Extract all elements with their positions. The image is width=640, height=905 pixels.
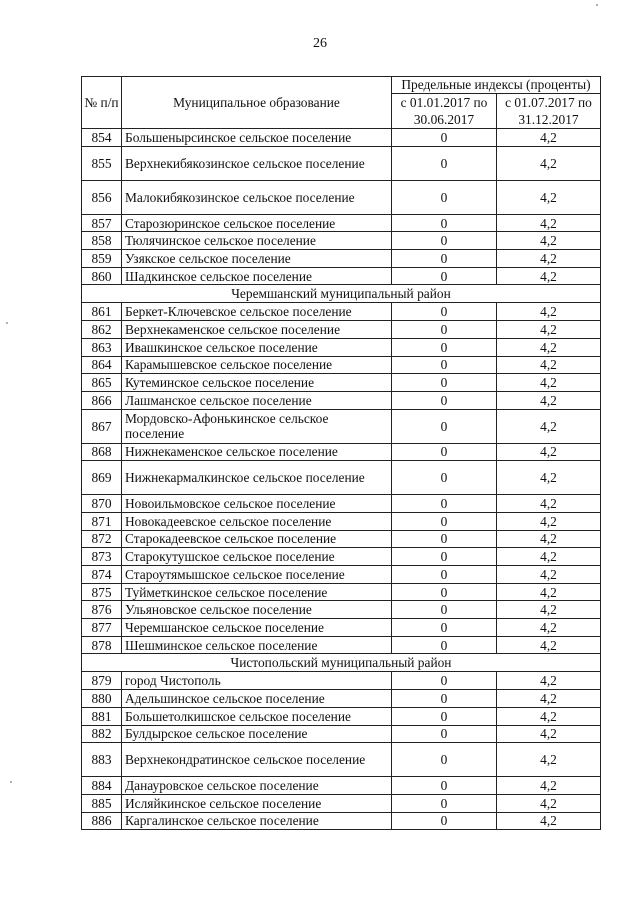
table-row (82, 725, 601, 743)
municipality-name: Нижнекаменское сельское поселение (122, 443, 392, 461)
row-number: 871 (82, 512, 122, 530)
municipality-name: Новокадеевское сельское поселение (122, 512, 392, 530)
index-period-1: 0 (392, 777, 497, 795)
index-period-1: 0 (392, 636, 497, 654)
table-row (82, 409, 601, 443)
table-row (82, 443, 601, 461)
municipality-name: Беркет-Ключевское сельское поселение (122, 303, 392, 321)
index-period-2: 4,2 (497, 530, 601, 548)
index-period-1: 0 (392, 548, 497, 566)
table-row (82, 461, 601, 495)
index-period-2: 4,2 (497, 129, 601, 147)
index-period-1: 0 (392, 566, 497, 584)
index-period-1: 0 (392, 530, 497, 548)
index-period-1: 0 (392, 619, 497, 637)
index-period-2: 4,2 (497, 374, 601, 392)
row-number: 873 (82, 548, 122, 566)
municipality-name: Черемшанское сельское поселение (122, 619, 392, 637)
row-number: 857 (82, 214, 122, 232)
header-municipality: Муниципальное образование (122, 77, 392, 129)
municipality-name: Верхнекондратинское сельское поселение (122, 743, 392, 777)
row-number: 856 (82, 180, 122, 214)
index-period-1: 0 (392, 338, 497, 356)
row-number: 863 (82, 338, 122, 356)
index-period-2: 4,2 (497, 672, 601, 690)
index-period-1: 0 (392, 443, 497, 461)
index-period-2: 4,2 (497, 636, 601, 654)
index-period-1: 0 (392, 812, 497, 830)
index-period-1: 0 (392, 495, 497, 513)
index-period-2: 4,2 (497, 566, 601, 584)
table-row (82, 321, 601, 339)
municipality-name: Шадкинское сельское поселение (122, 267, 392, 285)
index-period-2: 4,2 (497, 267, 601, 285)
municipality-name: Малокибякозинское сельское поселение (122, 180, 392, 214)
row-number: 854 (82, 129, 122, 147)
municipality-name: Каргалинское сельское поселение (122, 812, 392, 830)
row-number: 864 (82, 356, 122, 374)
row-number: 855 (82, 146, 122, 180)
index-period-2: 4,2 (497, 743, 601, 777)
table-row (82, 636, 601, 654)
row-number: 885 (82, 794, 122, 812)
index-period-2: 4,2 (497, 250, 601, 268)
table-row (82, 232, 601, 250)
table-row (82, 743, 601, 777)
municipality-name: Ульяновское сельское поселение (122, 601, 392, 619)
table-row (82, 146, 601, 180)
index-period-1: 0 (392, 672, 497, 690)
table-row (82, 250, 601, 268)
row-number: 861 (82, 303, 122, 321)
municipality-name: Верхнекаменское сельское поселение (122, 321, 392, 339)
municipality-name: Верхнекибякозинское сельское поселение (122, 146, 392, 180)
section-row (82, 285, 601, 303)
municipality-name: Староутямышское сельское поселение (122, 566, 392, 584)
municipality-name: Узякское сельское поселение (122, 250, 392, 268)
index-period-2: 4,2 (497, 214, 601, 232)
table-row (82, 548, 601, 566)
row-number: 883 (82, 743, 122, 777)
index-period-1: 0 (392, 232, 497, 250)
row-number: 886 (82, 812, 122, 830)
municipality-name: Старозюринское сельское поселение (122, 214, 392, 232)
index-period-2: 4,2 (497, 338, 601, 356)
municipality-name: Карамышевское сельское поселение (122, 356, 392, 374)
header-period-2: с 01.07.2017 по 31.12.2017 (497, 94, 601, 129)
municipality-name: Лашманское сельское поселение (122, 391, 392, 409)
index-period-1: 0 (392, 707, 497, 725)
row-number: 884 (82, 777, 122, 795)
table-row (82, 794, 601, 812)
municipality-name: Булдырское сельское поселение (122, 725, 392, 743)
index-period-1: 0 (392, 743, 497, 777)
municipality-name: Шешминское сельское поселение (122, 636, 392, 654)
row-number: 860 (82, 267, 122, 285)
index-period-2: 4,2 (497, 232, 601, 250)
table-row (82, 129, 601, 147)
index-period-1: 0 (392, 303, 497, 321)
index-period-1: 0 (392, 461, 497, 495)
row-number: 869 (82, 461, 122, 495)
table-row (82, 374, 601, 392)
row-number: 877 (82, 619, 122, 637)
scan-speck (6, 322, 8, 324)
row-number: 879 (82, 672, 122, 690)
table-row (82, 583, 601, 601)
index-period-2: 4,2 (497, 548, 601, 566)
table-row (82, 267, 601, 285)
row-number: 872 (82, 530, 122, 548)
index-period-1: 0 (392, 250, 497, 268)
index-period-1: 0 (392, 583, 497, 601)
index-period-2: 4,2 (497, 794, 601, 812)
index-period-2: 4,2 (497, 512, 601, 530)
table-row (82, 214, 601, 232)
header-limit-indices: Предельные индексы (проценты) (392, 77, 601, 94)
municipality-name: Кутеминское сельское поселение (122, 374, 392, 392)
index-period-2: 4,2 (497, 356, 601, 374)
index-period-1: 0 (392, 267, 497, 285)
row-number: 875 (82, 583, 122, 601)
index-period-2: 4,2 (497, 461, 601, 495)
index-period-2: 4,2 (497, 443, 601, 461)
index-period-1: 0 (392, 214, 497, 232)
index-period-1: 0 (392, 601, 497, 619)
table-row (82, 495, 601, 513)
index-period-1: 0 (392, 146, 497, 180)
index-period-2: 4,2 (497, 303, 601, 321)
table-row (82, 690, 601, 708)
index-period-1: 0 (392, 391, 497, 409)
table-row (82, 512, 601, 530)
index-period-2: 4,2 (497, 495, 601, 513)
table-row (82, 356, 601, 374)
header-num: № п/п (82, 77, 122, 129)
table-row (82, 601, 601, 619)
row-number: 859 (82, 250, 122, 268)
municipality-name: Туйметкинское сельское поселение (122, 583, 392, 601)
municipality-name: Исляйкинское сельское поселение (122, 794, 392, 812)
index-period-2: 4,2 (497, 725, 601, 743)
header-period-1: с 01.01.2017 по 30.06.2017 (392, 94, 497, 129)
scan-speck (596, 4, 598, 6)
section-row (82, 654, 601, 672)
index-period-1: 0 (392, 180, 497, 214)
municipality-name: Большетолкишское сельское поселение (122, 707, 392, 725)
row-number: 862 (82, 321, 122, 339)
index-period-1: 0 (392, 690, 497, 708)
table-row (82, 391, 601, 409)
index-period-2: 4,2 (497, 180, 601, 214)
index-period-2: 4,2 (497, 707, 601, 725)
page-number: 26 (313, 36, 327, 51)
index-period-2: 4,2 (497, 146, 601, 180)
index-period-2: 4,2 (497, 391, 601, 409)
index-period-1: 0 (392, 794, 497, 812)
row-number: 866 (82, 391, 122, 409)
row-number: 858 (82, 232, 122, 250)
index-period-1: 0 (392, 129, 497, 147)
municipality-name: Мордовско-Афонькинское сельское поселение (122, 409, 392, 443)
index-period-2: 4,2 (497, 583, 601, 601)
table-row (82, 619, 601, 637)
row-number: 867 (82, 409, 122, 443)
table-row (82, 672, 601, 690)
municipality-name: Ивашкинское сельское поселение (122, 338, 392, 356)
row-number: 865 (82, 374, 122, 392)
table-row (82, 777, 601, 795)
row-number: 876 (82, 601, 122, 619)
municipality-name: Нижнекармалкинское сельское поселение (122, 461, 392, 495)
table-row (82, 530, 601, 548)
row-number: 868 (82, 443, 122, 461)
table-body (82, 129, 601, 830)
table-row (82, 566, 601, 584)
limit-indices-table (81, 76, 601, 830)
index-period-1: 0 (392, 321, 497, 339)
table-row (82, 707, 601, 725)
municipality-name: Старокутушское сельское поселение (122, 548, 392, 566)
index-period-1: 0 (392, 409, 497, 443)
row-number: 881 (82, 707, 122, 725)
municipality-name: Тюлячинское сельское поселение (122, 232, 392, 250)
municipality-name: Старокадеевское сельское поселение (122, 530, 392, 548)
row-number: 874 (82, 566, 122, 584)
table-row (82, 180, 601, 214)
section-title: Черемшанский муниципальный район (82, 285, 601, 303)
municipality-name: Новоильмовское сельское поселение (122, 495, 392, 513)
index-period-2: 4,2 (497, 777, 601, 795)
index-period-2: 4,2 (497, 321, 601, 339)
scan-speck (10, 781, 12, 783)
municipality-name: Данауровское сельское поселение (122, 777, 392, 795)
index-period-1: 0 (392, 725, 497, 743)
index-period-1: 0 (392, 374, 497, 392)
index-period-1: 0 (392, 512, 497, 530)
index-period-2: 4,2 (497, 601, 601, 619)
table-row (82, 338, 601, 356)
table-header (82, 77, 601, 129)
row-number: 878 (82, 636, 122, 654)
table-row (82, 812, 601, 830)
municipality-name: Адельшинское сельское поселение (122, 690, 392, 708)
row-number: 870 (82, 495, 122, 513)
section-title: Чистопольский муниципальный район (82, 654, 601, 672)
index-period-1: 0 (392, 356, 497, 374)
municipality-name: город Чистополь (122, 672, 392, 690)
row-number: 880 (82, 690, 122, 708)
row-number: 882 (82, 725, 122, 743)
index-period-2: 4,2 (497, 812, 601, 830)
table-row (82, 303, 601, 321)
index-period-2: 4,2 (497, 409, 601, 443)
index-period-2: 4,2 (497, 619, 601, 637)
index-period-2: 4,2 (497, 690, 601, 708)
municipality-name: Большеныpсинское сельское поселение (122, 129, 392, 147)
